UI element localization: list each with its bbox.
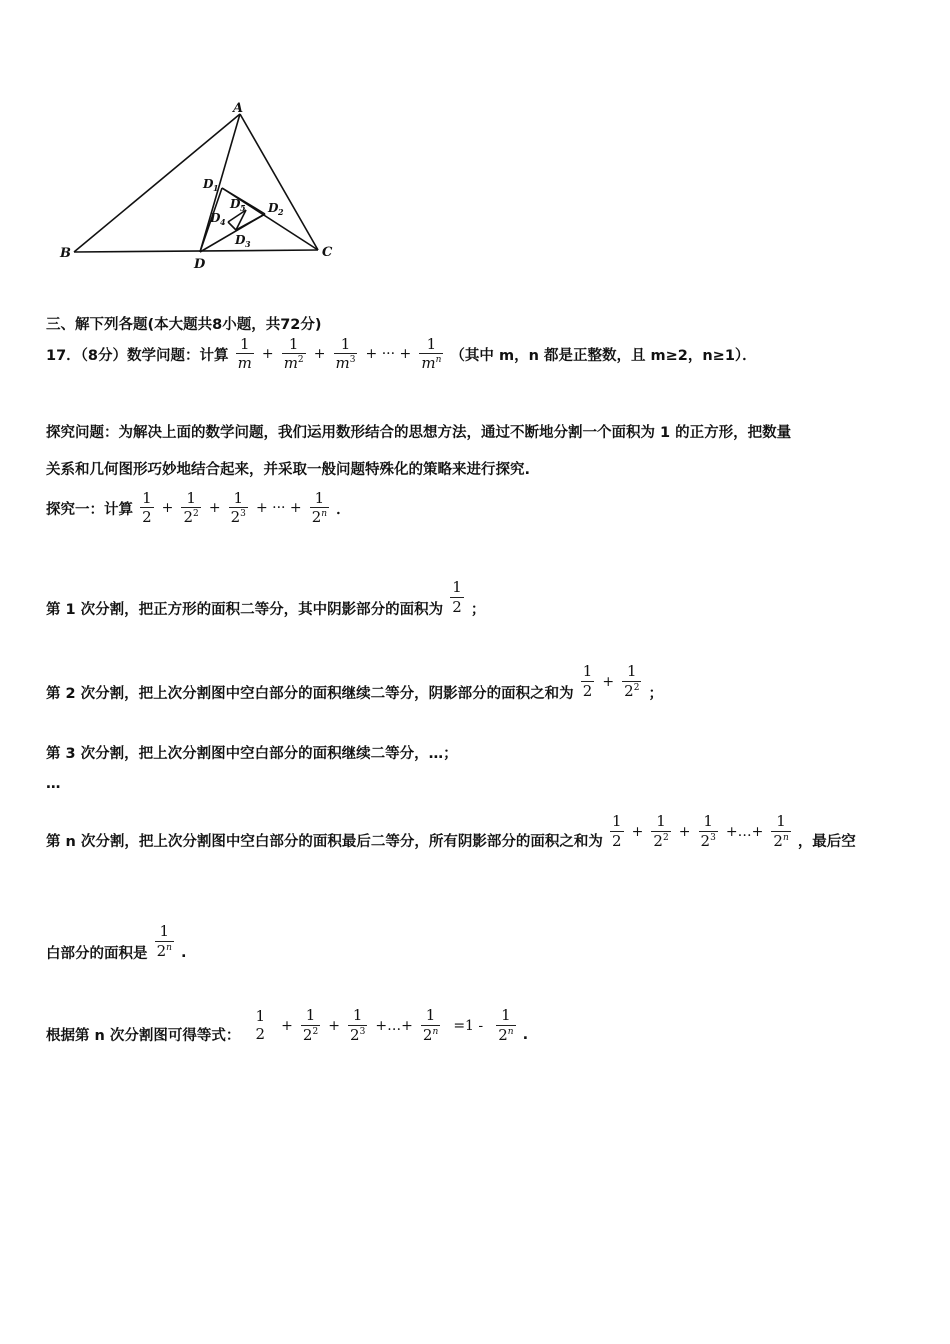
step-n-cont: 白部分的面积是 $\frac{1}{2^n}$ .: [46, 922, 187, 962]
equation-line: 根据第 n 次分割图可得等式： 1 2 + $\frac{1}{2^2}$ + $\frac{1}{2^3}$ +…+ $\frac{1}{2^n}$ =1 - $\frac{1}{2^n}$ .: [46, 1006, 529, 1044]
edge-bc: [74, 250, 318, 252]
fraction-1-over-2: $\frac{1}{2}$: [452, 578, 462, 616]
fraction-1-over-2-3: $\frac{1}{2^3}$: [700, 812, 716, 850]
q17-condition: （其中 m，n 都是正整数，且 m≥2，n≥1）．: [450, 347, 757, 364]
explore-intro-line1: 探究问题：为解决上面的数学问题，我们运用数形结合的思想方法，通过不断地分割一个面积为 1 的正方形，把数量: [46, 425, 792, 441]
step-2: 第 2 次分割，把上次分割图中空白部分的面积继续二等分，阴影部分的面积之和为 $\frac{1}{2}$ + $\frac{1}{2^2}$ ；: [46, 662, 663, 702]
fraction-1-over-m3: $\frac{1}{m^3}$: [335, 335, 356, 373]
label-d5-sub: 5: [240, 203, 246, 213]
label-b: B: [60, 246, 71, 261]
label-d1-sub: 1: [213, 183, 219, 193]
fraction-1-over-2-3: $\frac{1}{2^3}$: [350, 1006, 366, 1044]
label-d4-sub: 4: [220, 217, 226, 227]
step-3: 第 3 次分割，把上次分割图中空白部分的面积继续二等分，…；: [46, 746, 458, 762]
label-c: C: [322, 245, 333, 260]
explore-one: 探究一：计算 $\frac{1}{2}$ + $\frac{1}{2^2}$ + $\frac{1}{2^3}$ + ··· + $\frac{1}{2^n}$ ．: [46, 489, 351, 527]
label-d3: D: [235, 233, 246, 247]
section-heading: 三、解下列各题(本大题共8小题，共72分): [46, 317, 322, 333]
step-n-text: 第 n 次分割，把上次分割图中空白部分的面积最后二等分，所有阴影部分的面积之和为: [46, 834, 603, 850]
label-d1: D: [203, 177, 214, 191]
question-17: 17．（8分）数学问题：计算 $\frac{1}{m}$ + $\frac{1}{m^2}$ + $\frac{1}{m^3}$ + ··· + $\frac{1}{m^n}$ （其中 m，n 都是正整数，且 m≥2，n≥1）．: [46, 335, 757, 373]
fraction-1-over-2: $\frac{1}{2}$: [611, 812, 622, 850]
explore-one-label: 探究一：计算: [46, 501, 133, 518]
step-1-text: 第 1 次分割，把正方形的面积二等分，其中阴影部分的面积为: [46, 602, 444, 618]
fraction-1-over-2-n: $\frac{1}{2^n}$: [311, 489, 328, 527]
fraction-1-over-2: $\frac{1}{2}$: [582, 662, 593, 700]
label-a: A: [233, 101, 244, 116]
label-d2: D: [268, 201, 279, 215]
equation-text: 根据第 n 次分割图可得等式：: [46, 1028, 241, 1044]
label-d3-sub: 3: [245, 239, 251, 249]
label-d4: D: [210, 211, 221, 225]
ellipsis-line: …: [46, 776, 61, 792]
q17-prefix: 17．（8分）数学问题：计算: [46, 347, 229, 364]
fraction-1-over-2-2: $\frac{1}{2^2}$: [302, 1006, 319, 1044]
explore-intro-line2: 关系和几何图形巧妙地结合起来，并采取一般问题特殊化的策略来进行探究.: [46, 462, 531, 478]
fraction-1-over-m: $\frac{1}{m}$: [237, 335, 252, 373]
fraction-1-over-2: 1 2: [255, 1006, 266, 1043]
step-2-text: 第 2 次分割，把上次分割图中空白部分的面积继续二等分，阴影部分的面积之和为: [46, 686, 574, 702]
edge-ac: [240, 114, 318, 250]
triangle-figure: [50, 100, 350, 275]
fraction-1-over-m2: $\frac{1}{m^2}$: [283, 335, 304, 373]
step-1: 第 1 次分割，把正方形的面积二等分，其中阴影部分的面积为 $\frac{1}{2}$ ；: [46, 578, 486, 618]
fraction-1-over-2-n: $\frac{1}{2^n}$: [156, 922, 172, 960]
fraction-1-over-2-n-rhs: $\frac{1}{2^n}$: [498, 1006, 514, 1044]
fraction-1-over-mn: $\frac{1}{m^n}$: [421, 335, 442, 373]
fraction-1-over-2-2: $\frac{1}{2^2}$: [653, 812, 669, 850]
segment-d3d4: [228, 222, 236, 230]
fraction-1-over-2-3: $\frac{1}{2^3}$: [230, 489, 246, 527]
label-d5: D: [230, 197, 241, 211]
fraction-1-over-2-n: $\frac{1}{2^n}$: [773, 812, 789, 850]
fraction-1-over-2-2: $\frac{1}{2^2}$: [183, 489, 199, 527]
fraction-1-over-2-2: $\frac{1}{2^2}$: [624, 662, 640, 700]
label-d2-sub: 2: [278, 207, 284, 217]
fraction-1-over-2: $\frac{1}{2}$: [142, 489, 152, 527]
label-d: D: [194, 257, 206, 272]
step-n: 第 n 次分割，把上次分割图中空白部分的面积最后二等分，所有阴影部分的面积之和为 $\frac{1}{2}$ + $\frac{1}{2^2}$ + $\frac{1}{2^3}$ +…+ $\frac{1}{2^n}$ ，最后空: [46, 812, 856, 850]
step-n-cont-text: 白部分的面积是: [46, 946, 148, 962]
fraction-1-over-2-n: $\frac{1}{2^n}$: [422, 1006, 439, 1044]
